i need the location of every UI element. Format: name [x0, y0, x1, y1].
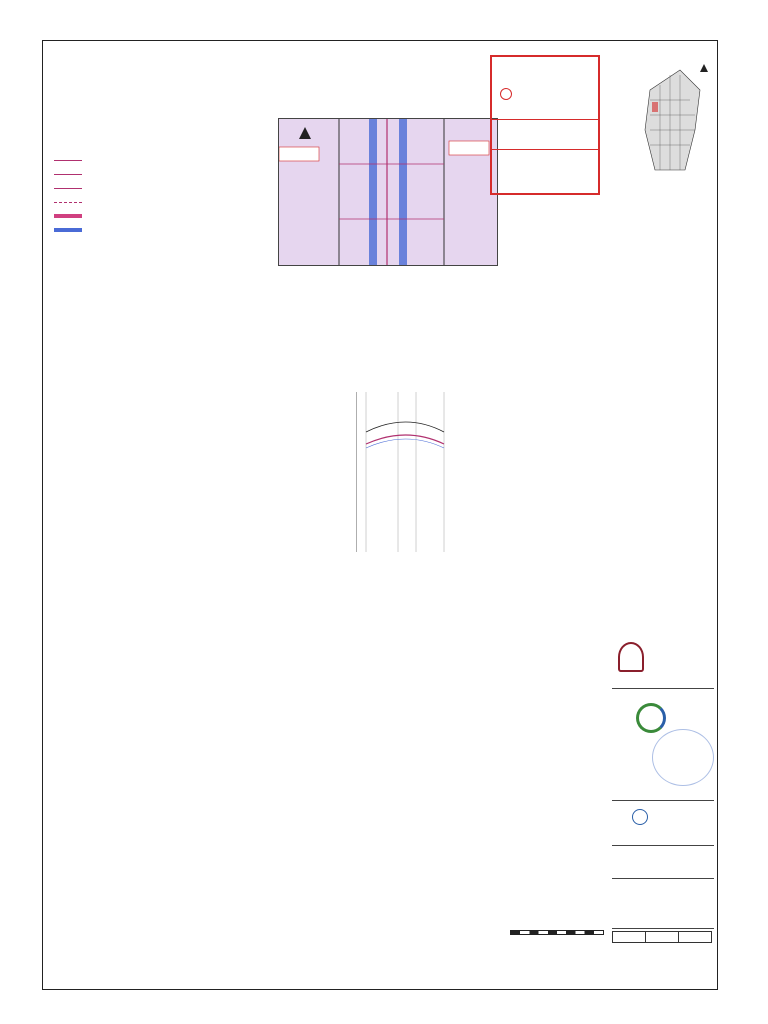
corridor-band [399, 119, 407, 265]
ground-profile [366, 422, 444, 432]
profile-graph [356, 392, 452, 552]
consultant-stamp-icon [652, 729, 714, 786]
as-built-stamp [490, 55, 600, 195]
pipe-invert [366, 439, 444, 448]
legend-sluice-valve [54, 167, 96, 181]
drawing-number [613, 932, 646, 943]
corridor-band [369, 119, 377, 265]
project-block [612, 845, 714, 876]
scale-ticks [510, 935, 610, 941]
hydrant-swatch [54, 188, 82, 189]
drawing-info-table [612, 931, 712, 943]
legend-boundary [54, 195, 96, 209]
legend-cathodic [54, 209, 96, 223]
key-map [640, 60, 710, 180]
key-map-outline [645, 70, 700, 170]
scale-bar [510, 930, 610, 941]
egis-logo-icon [500, 88, 512, 100]
boundary-swatch [54, 202, 82, 203]
line-match-box [279, 147, 319, 161]
legend-fire-water-line [54, 153, 96, 167]
corridor-swatch [54, 228, 82, 232]
line-match-box [449, 141, 489, 155]
legend [54, 150, 96, 237]
chec-logo-icon [632, 809, 648, 825]
layout-plan [278, 118, 498, 266]
coordination-table [614, 420, 712, 425]
cathodic-swatch [54, 214, 82, 218]
client-block [614, 630, 712, 685]
legend-corridor [54, 223, 96, 237]
legend-hydrant [54, 181, 96, 195]
north-arrow-icon [700, 64, 708, 72]
pipe-profile [366, 435, 444, 444]
drawing-number-block [612, 928, 714, 959]
contractor-block [612, 800, 714, 843]
layout-plan-drawing [279, 119, 497, 265]
drawing-sheet [646, 932, 679, 943]
um-alhoul-logo-icon [618, 642, 644, 672]
drawing-title-block [612, 878, 714, 927]
sluice-valve-swatch [54, 174, 82, 175]
consultant-block [612, 688, 714, 799]
fire-water-line-swatch [54, 160, 82, 161]
key-map-highlight [652, 102, 658, 112]
egis-logo-icon [636, 703, 666, 733]
drawing-rev [679, 932, 712, 943]
north-arrow-icon [299, 127, 311, 139]
reference-drawings [614, 300, 712, 303]
